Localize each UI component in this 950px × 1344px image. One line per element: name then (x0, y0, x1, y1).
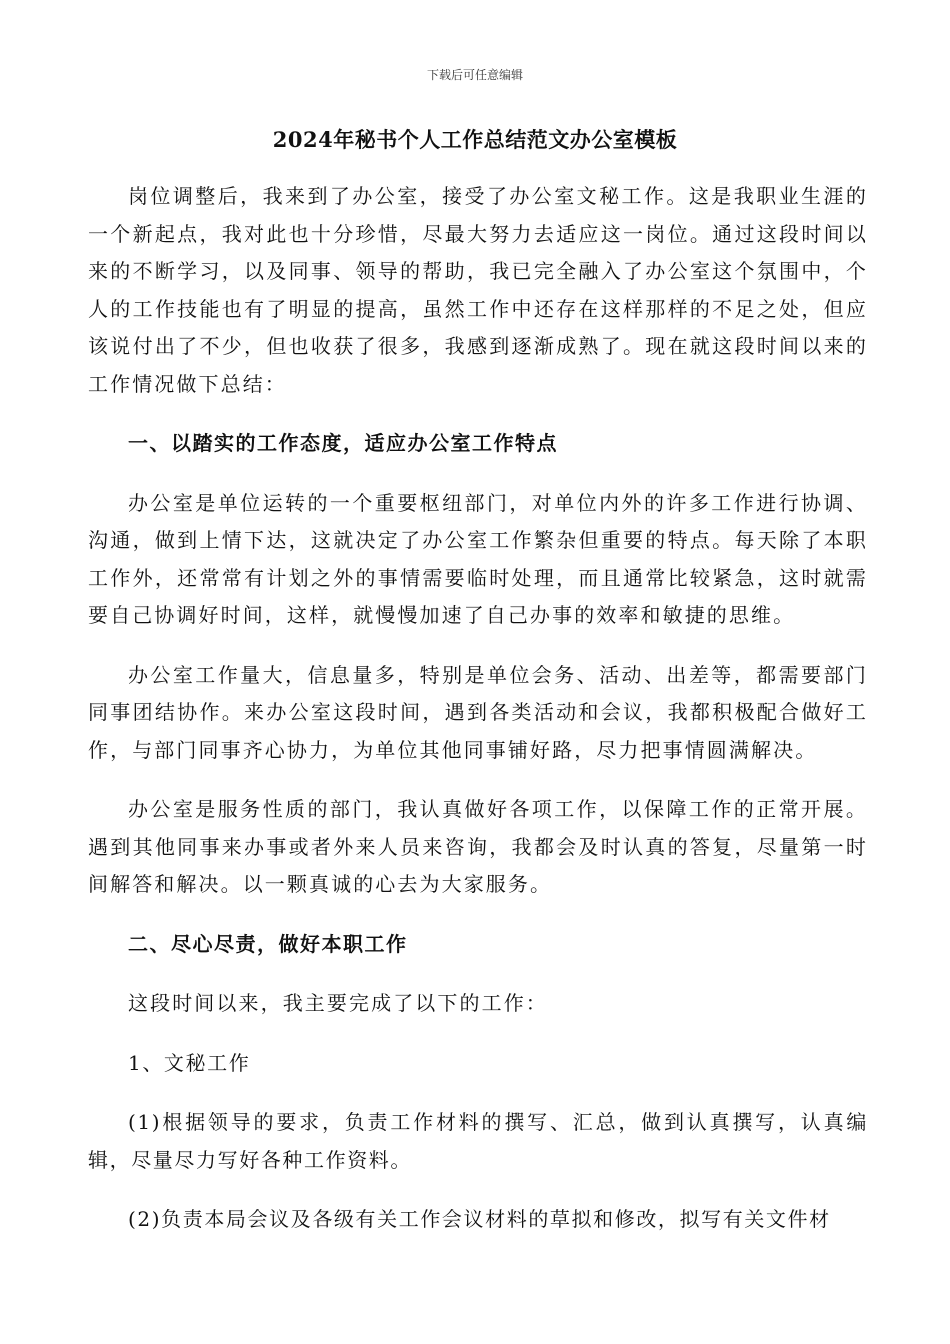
subheading-1: 1、文秘工作 (128, 1050, 251, 1075)
paragraph-3: 办公室是服务性质的部门，我认真做好各项工作，以保障工作的正常开展。遇到其他同事来办事或者外来人员来咨询，我都会及时认真的答复，尽量第一时间解答和解决。以一颗真诚的心去为大家服务。 (88, 797, 868, 896)
header-note: 下载后可任意编辑 (426, 68, 523, 82)
paragraph-2: 办公室工作量大，信息量多，特别是单位会务、活动、出差等，都需要部门同事团结协作。来办公室这段时间，遇到各类活动和会议，我都积极配合做好工作，与部门同事齐心协力，为单位其他同事铺好路，尽力把事情圆满解决。 (88, 662, 868, 762)
intro-paragraph: 岗位调整后，我来到了办公室，接受了办公室文秘工作。这是我职业生涯的一个新起点，我对此也十分珍惜，尽最大努力去适应这一岗位。通过这段时间以来的不断学习，以及同事、领导的帮助，我已完全融入了办公室这个氛围中，个人的工作技能也有了明显的提高，虽然工作中还存在这样那样的不足之处，但应该说付出了不少，但也收获了很多，我感到逐渐成熟了。现在就这段时间以来的工作情况做下总结： (88, 184, 868, 396)
document-title: 2024年秘书个人工作总结范文办公室模板 (272, 127, 678, 152)
list-item-2: (2)负责本局会议及各级有关工作会议材料的草拟和修改，拟写有关文件材 (128, 1207, 831, 1231)
document-body (88, 178, 868, 1261)
section-heading-1: 一、以踏实的工作态度，适应办公室工作特点 (128, 431, 558, 455)
section-heading-2: 二、尽心尽责，做好本职工作 (128, 931, 408, 956)
paragraph-4: 这段时间以来，我主要完成了以下的工作： (128, 991, 548, 1015)
list-item-1: (1)根据领导的要求，负责工作材料的撰写、汇总，做到认真撰写，认真编辑，尽量尽力写好各种工作资料。 (88, 1110, 868, 1172)
paragraph-1: 办公室是单位运转的一个重要枢纽部门，对单位内外的许多工作进行协调、沟通，做到上情下达，这就决定了办公室工作繁杂但重要的特点。每天除了本职工作外，还常常有计划之外的事情需要临时处理，而且通常比较紧急，这时就需要自己协调好时间，这样，就慢慢加速了自己办事的效率和敏捷的思维。 (88, 490, 868, 627)
